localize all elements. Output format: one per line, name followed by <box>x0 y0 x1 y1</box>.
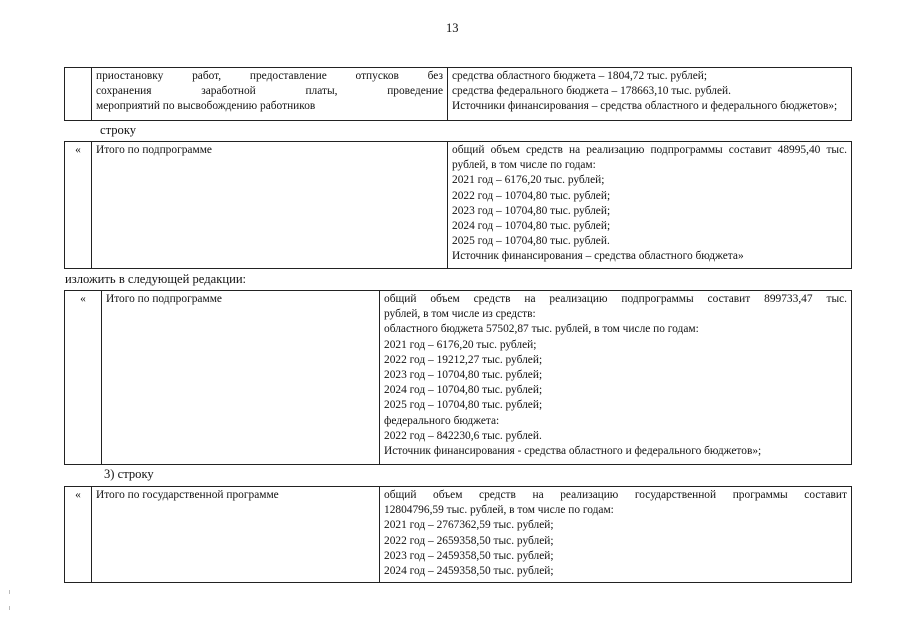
funding-line: общий объем средств на реализацию государственной программы составит <box>384 489 847 501</box>
funding-line: федерального бюджета: <box>384 414 500 427</box>
funding-line: 2023 год – 2459358,50 тыс. рублей; <box>384 549 554 562</box>
funding-line: средства федерального бюджета – 178663,10 тыс. рублей. <box>452 85 731 98</box>
scan-artifact <box>9 590 10 594</box>
row-title: Итого по подпрограмме <box>92 142 448 269</box>
description-line: мероприятий по высвобождению работников <box>96 100 316 113</box>
row-funding <box>448 142 852 269</box>
row-description <box>92 68 448 121</box>
table-row <box>65 142 852 269</box>
funding-line: рублей, в том числе из средств: <box>384 308 536 321</box>
caption-item-3: 3) строку <box>104 467 154 481</box>
row-funding <box>380 487 852 583</box>
funding-line: областного бюджета 57502,87 тыс. рублей, в том числе по годам: <box>384 323 699 336</box>
table-row <box>65 487 852 583</box>
funding-line: 2023 год – 10704,80 тыс. рублей; <box>452 204 611 217</box>
quote-mark: « <box>65 142 92 269</box>
table-state-program-total <box>64 486 852 583</box>
row-title: Итого по подпрограмме <box>102 291 380 465</box>
description-line: приостановку работ, предоставление отпусков без <box>96 70 443 82</box>
table-old-subprogram-total <box>64 141 852 269</box>
funding-line: 2025 год – 10704,80 тыс. рублей. <box>452 235 610 248</box>
quote-mark: « <box>65 291 102 465</box>
funding-line: общий объем средств на реализацию подпрограммы составит 899733,47 тыс. <box>384 293 847 305</box>
table-row <box>65 68 852 121</box>
funding-line: рублей, в том числе по годам: <box>452 159 596 172</box>
funding-line: 12804796,59 тыс. рублей, в том числе по годам: <box>384 504 614 517</box>
funding-line: 2024 год – 2459358,50 тыс. рублей; <box>384 565 554 578</box>
row-title: Итого по государственной программе <box>92 487 380 583</box>
row-funding <box>380 291 852 465</box>
row-funding <box>448 68 852 121</box>
table-new-subprogram-total <box>64 290 852 465</box>
funding-line: Источник финансирования – средства областного бюджета» <box>452 250 744 263</box>
funding-line: 2022 год – 10704,80 тыс. рублей; <box>452 189 611 202</box>
table-continuation <box>64 67 852 121</box>
funding-line: 2022 год – 842230,6 тыс. рублей. <box>384 429 542 442</box>
row-mark <box>65 68 92 121</box>
funding-line: Источник финансирования - средства областного и федерального бюджетов»; <box>384 445 762 458</box>
caption-new-wording: изложить в следующей редакции: <box>65 272 247 286</box>
funding-line: 2023 год – 10704,80 тыс. рублей; <box>384 369 543 382</box>
page-number: 13 <box>446 21 459 35</box>
funding-line: общий объем средств на реализацию подпрограммы составит 48995,40 тыс. <box>452 144 847 156</box>
funding-line: 2021 год – 6176,20 тыс. рублей; <box>452 174 605 187</box>
description-line: сохранения заработной платы, проведение <box>96 85 443 98</box>
funding-line: 2021 год – 2767362,59 тыс. рублей; <box>384 519 554 532</box>
funding-line: 2021 год – 6176,20 тыс. рублей; <box>384 338 537 351</box>
funding-line: Источники финансирования – средства областного и федерального бюджетов»; <box>452 100 838 113</box>
quote-mark: « <box>65 487 92 583</box>
funding-line: 2025 год – 10704,80 тыс. рублей; <box>384 399 543 412</box>
funding-line: средства областного бюджета – 1804,72 тыс. рублей; <box>452 70 708 82</box>
funding-line: 2022 год – 19212,27 тыс. рублей; <box>384 353 543 366</box>
funding-line: 2024 год – 10704,80 тыс. рублей; <box>452 220 611 233</box>
table-row <box>65 291 852 465</box>
caption-stroku: строку <box>100 123 137 137</box>
scan-artifact <box>9 606 10 610</box>
funding-line: 2022 год – 2659358,50 тыс. рублей; <box>384 534 554 547</box>
funding-line: 2024 год – 10704,80 тыс. рублей; <box>384 384 543 397</box>
